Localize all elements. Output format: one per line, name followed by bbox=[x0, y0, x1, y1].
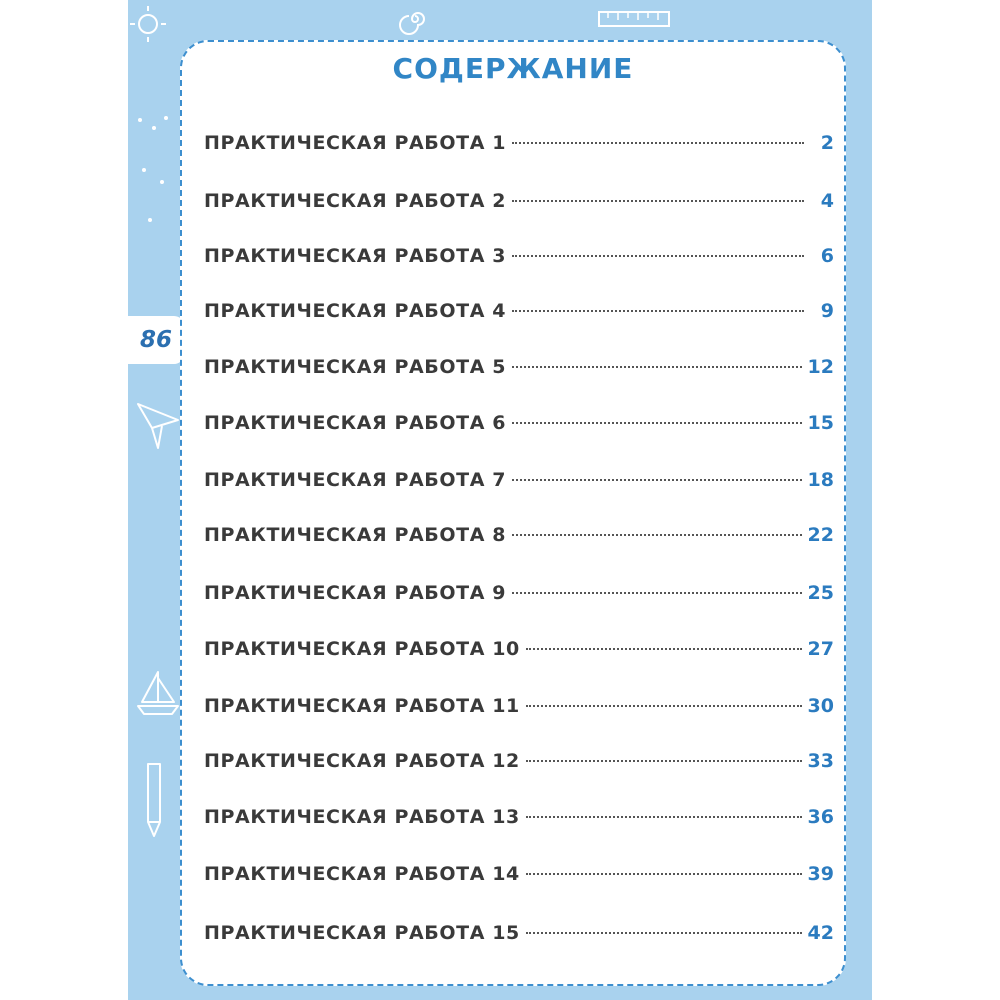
toc-entry-label: ПРАКТИЧЕСКАЯ РАБОТА 9 bbox=[204, 582, 507, 604]
pencil-icon bbox=[136, 760, 172, 840]
toc-entry bbox=[204, 695, 834, 735]
toc-leader-dots bbox=[526, 705, 802, 707]
toc-leader-dots bbox=[512, 200, 804, 202]
toc-entry-page: 4 bbox=[820, 190, 834, 212]
toc-entry bbox=[204, 300, 834, 340]
toc-leader-dots bbox=[526, 816, 802, 818]
toc-entry bbox=[204, 863, 834, 903]
toc-entry bbox=[204, 638, 834, 678]
toc-entry bbox=[204, 922, 834, 962]
toc-leader-dots bbox=[512, 255, 804, 257]
toc-entry-label: ПРАКТИЧЕСКАЯ РАБОТА 4 bbox=[204, 300, 507, 322]
boat-icon bbox=[134, 668, 182, 718]
toc-entry-label: ПРАКТИЧЕСКАЯ РАБОТА 8 bbox=[204, 524, 507, 546]
toc-leader-dots bbox=[526, 760, 802, 762]
sun-icon bbox=[128, 4, 168, 44]
toc-leader-dots bbox=[512, 310, 804, 312]
toc-entry-label: ПРАКТИЧЕСКАЯ РАБОТА 7 bbox=[204, 469, 507, 491]
toc-entry-label: ПРАКТИЧЕСКАЯ РАБОТА 13 bbox=[204, 806, 520, 828]
toc-entry bbox=[204, 190, 834, 230]
toc-leader-dots bbox=[526, 648, 802, 650]
toc-entry-label: ПРАКТИЧЕСКАЯ РАБОТА 1 bbox=[204, 132, 507, 154]
toc-entry-page: 2 bbox=[820, 132, 834, 154]
toc-leader-dots bbox=[526, 932, 802, 934]
toc-entry-page: 12 bbox=[807, 356, 834, 378]
toc-entry-label: ПРАКТИЧЕСКАЯ РАБОТА 5 bbox=[204, 356, 507, 378]
toc-entry-page: 36 bbox=[807, 806, 834, 828]
toc-entry bbox=[204, 524, 834, 564]
toc-entry-label: ПРАКТИЧЕСКАЯ РАБОТА 2 bbox=[204, 190, 507, 212]
toc-entry bbox=[204, 469, 834, 509]
toc-leader-dots bbox=[512, 142, 804, 144]
toc-entry bbox=[204, 750, 834, 790]
toc-entry-page: 6 bbox=[820, 245, 834, 267]
toc-leader-dots bbox=[512, 366, 802, 368]
toc-entry-label: ПРАКТИЧЕСКАЯ РАБОТА 11 bbox=[204, 695, 520, 717]
toc-entry-label: ПРАКТИЧЕСКАЯ РАБОТА 12 bbox=[204, 750, 520, 772]
toc-entry-page: 27 bbox=[807, 638, 834, 660]
toc-entry bbox=[204, 582, 834, 622]
toc-leader-dots bbox=[526, 873, 802, 875]
toc-entry-label: ПРАКТИЧЕСКАЯ РАБОТА 14 bbox=[204, 863, 520, 885]
toc-entry-page: 22 bbox=[807, 524, 834, 546]
toc-entry-page: 33 bbox=[807, 750, 834, 772]
paper-plane-icon bbox=[134, 398, 182, 454]
page-number: 86 bbox=[128, 316, 184, 364]
toc-leader-dots bbox=[512, 534, 802, 536]
page-title: СОДЕРЖАНИЕ bbox=[392, 52, 634, 85]
toc-leader-dots bbox=[512, 479, 802, 481]
ruler-icon bbox=[598, 8, 670, 30]
toc-entry-page: 39 bbox=[807, 863, 834, 885]
toc-entry-page: 9 bbox=[820, 300, 834, 322]
toc-entry-label: ПРАКТИЧЕСКАЯ РАБОТА 15 bbox=[204, 922, 520, 944]
toc-leader-dots bbox=[512, 422, 802, 424]
toc-entry-label: ПРАКТИЧЕСКАЯ РАБОТА 10 bbox=[204, 638, 520, 660]
toc-entry bbox=[204, 412, 834, 452]
swirl-icon bbox=[398, 2, 432, 36]
toc-entry bbox=[204, 806, 834, 846]
toc-entry-page: 15 bbox=[807, 412, 834, 434]
toc-entry-page: 42 bbox=[807, 922, 834, 944]
dots-icon bbox=[132, 110, 176, 240]
toc-entry-label: ПРАКТИЧЕСКАЯ РАБОТА 3 bbox=[204, 245, 507, 267]
toc-entry bbox=[204, 245, 834, 285]
toc-entry-page: 18 bbox=[807, 469, 834, 491]
toc-entry-label: ПРАКТИЧЕСКАЯ РАБОТА 6 bbox=[204, 412, 507, 434]
toc-entry bbox=[204, 356, 834, 396]
toc-entry-page: 30 bbox=[807, 695, 834, 717]
toc-entry bbox=[204, 132, 834, 172]
toc-entry-page: 25 bbox=[807, 582, 834, 604]
toc-leader-dots bbox=[512, 592, 802, 594]
